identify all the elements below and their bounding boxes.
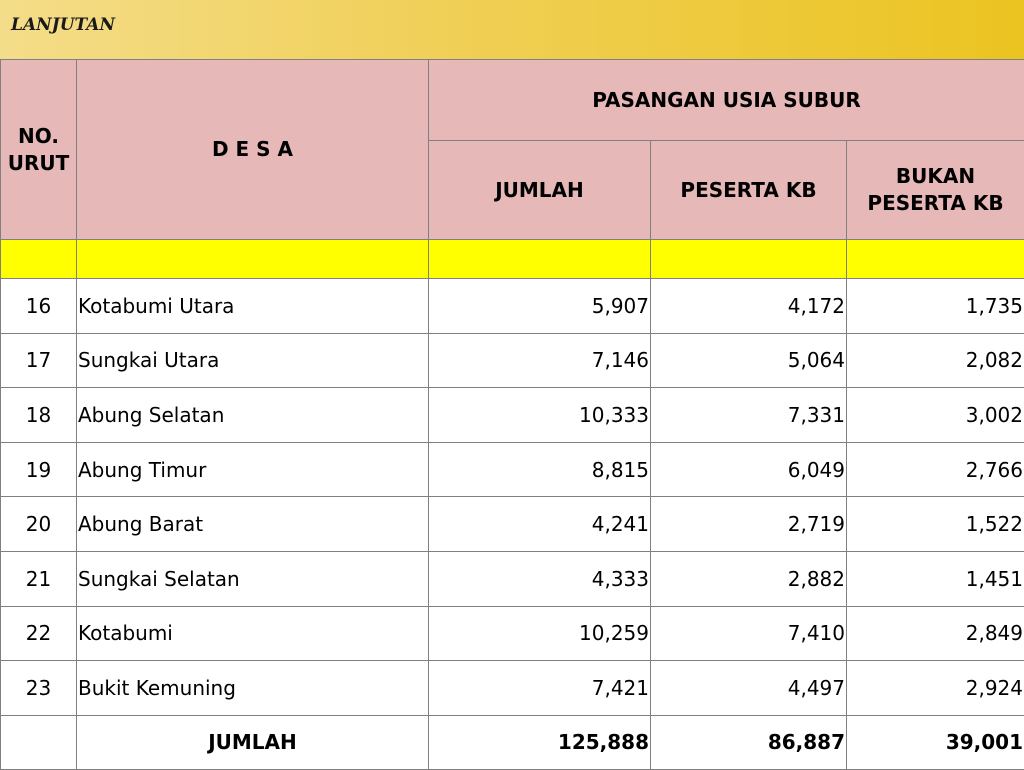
- table-row: [1, 279, 1024, 334]
- row-peserta-kb-cell: 6,049: [651, 442, 847, 497]
- row-jumlah-cell: 4,241: [429, 497, 651, 552]
- row-no-cell: 18: [1, 388, 77, 443]
- row-bukan-peserta-kb-cell: 1,522: [847, 497, 1024, 552]
- row-bukan-peserta-kb-cell: 1,735: [847, 279, 1024, 334]
- row-bukan-peserta-kb-cell: 1,451: [847, 551, 1024, 606]
- row-peserta-kb-cell: 4,497: [651, 661, 847, 716]
- row-no-cell: 22: [1, 606, 77, 661]
- header-desa: D E S A: [77, 60, 429, 240]
- row-desa-cell: Sungkai Selatan: [77, 551, 429, 606]
- data-table: [0, 59, 1024, 770]
- row-bukan-peserta-kb-cell: 2,924: [847, 661, 1024, 716]
- row-peserta-kb-cell: 2,719: [651, 497, 847, 552]
- highlight-cell: [651, 240, 847, 279]
- row-no-cell: 20: [1, 497, 77, 552]
- highlight-cell: [77, 240, 429, 279]
- row-desa-cell: Kotabumi Utara: [77, 279, 429, 334]
- header-group: PASANGAN USIA SUBUR: [429, 60, 1024, 141]
- row-peserta-kb-cell: 4,172: [651, 279, 847, 334]
- row-jumlah-cell: 4,333: [429, 551, 651, 606]
- highlight-cell: [847, 240, 1024, 279]
- header-no-urut: NO. URUT: [1, 60, 77, 240]
- title-banner: [0, 0, 1024, 59]
- total-row: [1, 715, 1024, 769]
- table-row: [1, 661, 1024, 716]
- row-no-cell: 17: [1, 333, 77, 388]
- row-bukan-peserta-kb-cell: 2,766: [847, 442, 1024, 497]
- highlight-cell: [429, 240, 651, 279]
- row-no-cell: 16: [1, 279, 77, 334]
- row-bukan-peserta-kb-cell: 2,082: [847, 333, 1024, 388]
- row-jumlah-cell: 8,815: [429, 442, 651, 497]
- table-row: [1, 442, 1024, 497]
- row-peserta-kb-cell: 7,331: [651, 388, 847, 443]
- row-desa-cell: Bukit Kemuning: [77, 661, 429, 716]
- table-row: [1, 497, 1024, 552]
- table-row: [1, 333, 1024, 388]
- total-jumlah: 125,888: [429, 715, 651, 769]
- row-jumlah-cell: 7,421: [429, 661, 651, 716]
- row-jumlah-cell: 5,907: [429, 279, 651, 334]
- table-body: [1, 279, 1024, 716]
- row-bukan-peserta-kb-cell: 3,002: [847, 388, 1024, 443]
- row-desa-cell: Kotabumi: [77, 606, 429, 661]
- row-desa-cell: Sungkai Utara: [77, 333, 429, 388]
- header-bukan-peserta-kb: BUKAN PESERTA KB: [847, 141, 1024, 240]
- header-peserta-kb: PESERTA KB: [651, 141, 847, 240]
- row-desa-cell: Abung Selatan: [77, 388, 429, 443]
- row-desa-cell: Abung Barat: [77, 497, 429, 552]
- row-peserta-kb-cell: 2,882: [651, 551, 847, 606]
- row-no-cell: 19: [1, 442, 77, 497]
- header-row-1: [1, 60, 1024, 141]
- table-row: [1, 388, 1024, 443]
- total-bukan-peserta-kb: 39,001: [847, 715, 1024, 769]
- row-desa-cell: Abung Timur: [77, 442, 429, 497]
- highlight-cell: [1, 240, 77, 279]
- table-row: [1, 606, 1024, 661]
- header-jumlah: JUMLAH: [429, 141, 651, 240]
- page-title: LANJUTAN: [11, 15, 115, 35]
- row-jumlah-cell: 7,146: [429, 333, 651, 388]
- row-peserta-kb-cell: 5,064: [651, 333, 847, 388]
- row-jumlah-cell: 10,333: [429, 388, 651, 443]
- total-label: JUMLAH: [77, 715, 429, 769]
- total-peserta-kb: 86,887: [651, 715, 847, 769]
- table-row: [1, 551, 1024, 606]
- row-no-cell: 23: [1, 661, 77, 716]
- row-peserta-kb-cell: 7,410: [651, 606, 847, 661]
- row-no-cell: 21: [1, 551, 77, 606]
- row-jumlah-cell: 10,259: [429, 606, 651, 661]
- row-bukan-peserta-kb-cell: 2,849: [847, 606, 1024, 661]
- total-empty-cell: [1, 715, 77, 769]
- highlight-row: [1, 240, 1024, 279]
